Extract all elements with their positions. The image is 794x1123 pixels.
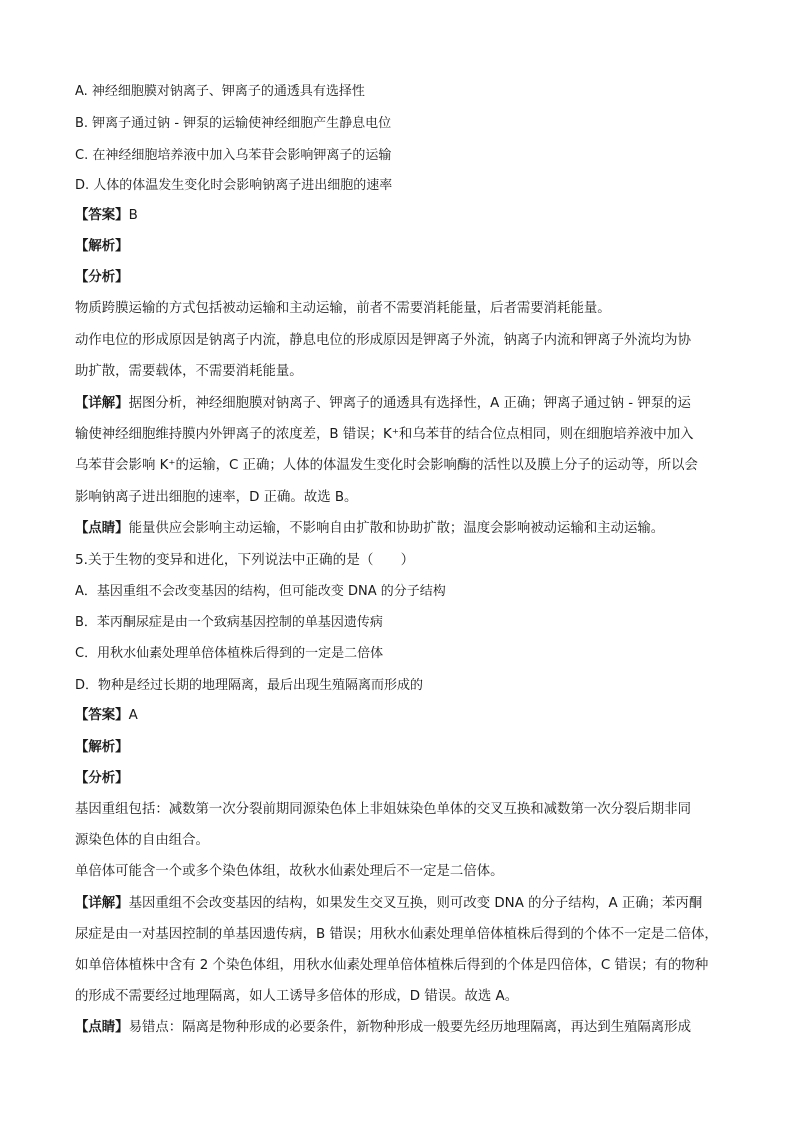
q4-option-a: A. 神经细胞膜对钠离子、钾离子的通透具有选择性 bbox=[75, 84, 365, 99]
q5-fenxi-line: 源染色体的自由组合。 bbox=[75, 833, 209, 848]
point-text: 能量供应会影响主动运输，不影响自由扩散和协助扩散；温度会影响被动运输和主动运输。 bbox=[128, 521, 665, 536]
q5-analysis-tag: 【解析】 bbox=[75, 740, 129, 755]
detail-tag: 【详解】 bbox=[75, 896, 129, 911]
detail-text: 据图分析，神经细胞膜对钠离子、钾离子的通透具有选择性，A 正确；钾离子通过钠 - 钾泵的运 bbox=[128, 396, 691, 411]
detail-text: 基因重组不会改变基因的结构，如果发生交叉互换，则可改变 DNA 的分子结构，A 正确；苯丙酮 bbox=[128, 896, 703, 911]
q4-detail-line: 影响钠离子进出细胞的速率，D 正确。故选 B。 bbox=[75, 490, 358, 505]
q5-detail-line bbox=[75, 894, 725, 914]
q4-option-d: D. 人体的体温发生变化时会影响钠离子进出细胞的速率 bbox=[75, 178, 393, 193]
answer-tag: 【答案】 bbox=[75, 708, 129, 723]
q4-analysis-tag: 【解析】 bbox=[75, 239, 129, 254]
q5-option-a: A．基因重组不会改变基因的结构，但可能改变 DNA 的分子结构 bbox=[75, 584, 446, 599]
q5-option-b: B．苯丙酮尿症是由一个致病基因控制的单基因遗传病 bbox=[75, 615, 383, 630]
q4-detail-line: 输使神经细胞维持膜内外钾离子的浓度差，B 错误；K⁺和乌苯苷的结合位点相同，则在细胞培养液中加入 bbox=[75, 427, 694, 442]
detail-tag: 【详解】 bbox=[75, 396, 129, 411]
point-tag: 【点睛】 bbox=[75, 1020, 129, 1035]
q5-answer bbox=[75, 706, 725, 726]
q4-detail-line: 乌苯苷会影响 K⁺的运输，C 正确；人体的体温发生变化时会影响酶的活性以及膜上分子的运动等，所以会 bbox=[75, 458, 698, 473]
point-tag: 【点睛】 bbox=[75, 521, 129, 536]
q5-fenxi-tag: 【分析】 bbox=[75, 771, 129, 786]
q5-fenxi-line: 单倍体可能含一个或多个染色体组，故秋水仙素处理后不一定是二倍体。 bbox=[75, 864, 504, 879]
q4-fenxi-line: 物质跨膜运输的方式包括被动运输和主动运输，前者不需要消耗能量，后者需要消耗能量。 bbox=[75, 301, 611, 316]
q5-option-c: C．用秋水仙素处理单倍体植株后得到的一定是二倍体 bbox=[75, 646, 384, 661]
q4-option-c: C. 在神经细胞培养液中加入乌苯苷会影响钾离子的运输 bbox=[75, 148, 392, 163]
point-text: 易错点：隔离是物种形成的必要条件，新物种形成一般要先经历地理隔离，再达到生殖隔离形成 bbox=[128, 1020, 691, 1035]
answer-tag: 【答案】 bbox=[75, 208, 129, 223]
q5-point bbox=[75, 1018, 725, 1038]
q4-answer bbox=[75, 206, 725, 226]
q4-option-b: B. 钾离子通过钠 - 钾泵的运输使神经细胞产生静息电位 bbox=[75, 116, 392, 131]
q4-detail-line bbox=[75, 394, 725, 414]
answer-value: A bbox=[128, 708, 138, 723]
q5-detail-line: 如单倍体植株中含有 2 个染色体组，用秋水仙素处理单倍体植株后得到的个体是四倍体，C 错误；有的物种 bbox=[75, 958, 709, 973]
q4-point bbox=[75, 519, 725, 539]
q5-fenxi-line: 基因重组包括：减数第一次分裂前期同源染色体上非姐妹染色单体的交叉互换和减数第一次分裂后期非同 bbox=[75, 802, 691, 817]
q5-question: 5.关于生物的变异和进化，下列说法中正确的是（ ） bbox=[75, 552, 415, 568]
q5-option-d: D．物种是经过长期的地理隔离，最后出现生殖隔离而形成的 bbox=[75, 678, 424, 693]
q4-fenxi-line: 助扩散，需要载体，不需要消耗能量。 bbox=[75, 364, 303, 379]
answer-value: B bbox=[128, 208, 138, 223]
q5-detail-line: 尿症是由一对基因控制的单基因遗传病，B 错误；用秋水仙素处理单倍体植株后得到的个体不一定是二倍体， bbox=[75, 927, 718, 942]
q4-fenxi-line: 动作电位的形成原因是钠离子内流，静息电位的形成原因是钾离子外流，钠离子内流和钾离子外流均为协 bbox=[75, 333, 691, 348]
q4-fenxi-tag: 【分析】 bbox=[75, 270, 129, 285]
q5-detail-line: 的形成不需要经过地理隔离，如人工诱导多倍体的形成，D 错误。故选 A。 bbox=[75, 989, 519, 1004]
